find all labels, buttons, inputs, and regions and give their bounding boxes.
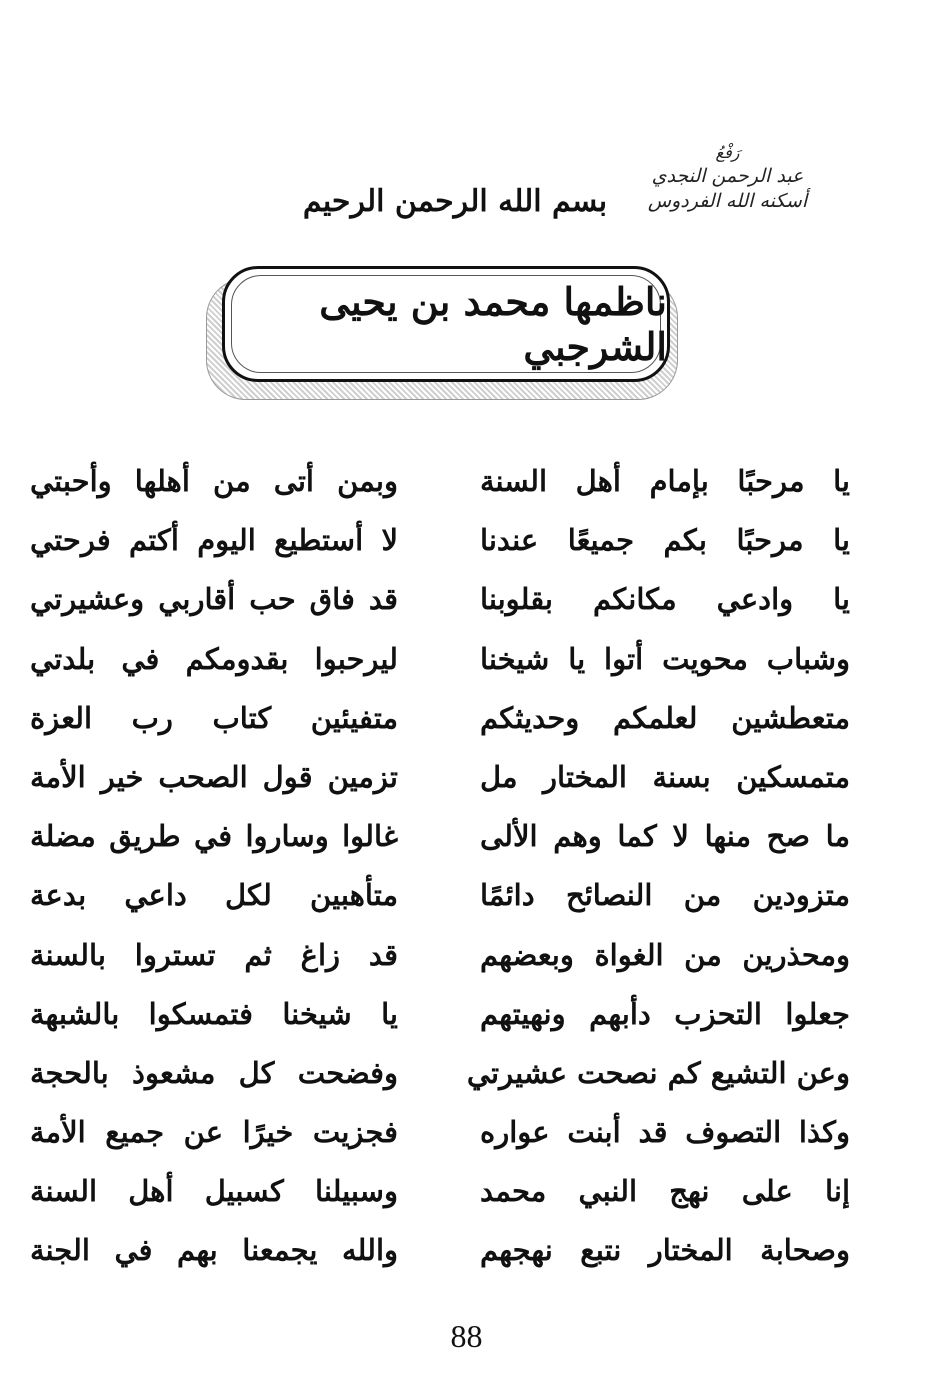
- library-stamp: [640, 142, 815, 215]
- verse-first-hemistich: متمسكين بسنة المختار مل: [480, 759, 850, 794]
- poem-verse: [30, 1221, 850, 1280]
- author-banner: [222, 266, 670, 382]
- verse-first-hemistich: يا مرحبًا بكم جميعًا عندنا: [480, 523, 850, 558]
- verse-second-hemistich: تزمين قول الصحب خير الأمة: [30, 759, 398, 794]
- verse-first-hemistich: يا وادعي مكانكم بقلوبنا: [480, 582, 850, 617]
- poem-verse: [30, 807, 850, 866]
- verse-first-hemistich: جعلوا التحزب دأبهم ونهيتهم: [480, 996, 850, 1031]
- verse-first-hemistich: ومحذرين من الغواة وبعضهم: [480, 937, 850, 972]
- verse-first-hemistich: متعطشين لعلمكم وحديثكم: [480, 700, 850, 735]
- verse-second-hemistich: والله يجمعنا بهم في الجنة: [30, 1233, 398, 1268]
- verse-second-hemistich: غالوا وساروا في طريق مضلة: [30, 819, 398, 854]
- verse-second-hemistich: لا أستطيع اليوم أكتم فرحتي: [30, 523, 398, 558]
- verse-first-hemistich: متزودين من النصائح دائمًا: [480, 878, 850, 913]
- basmala-heading: بسم الله الرحمن الرحيم: [302, 184, 608, 219]
- stamp-line-3: أسكنه الله الفردوس: [647, 190, 808, 213]
- poem-verse: [30, 689, 850, 748]
- verse-first-hemistich: وشباب محويت أتوا يا شيخنا: [480, 641, 850, 676]
- verse-first-hemistich: وصحابة المختار نتبع نهجهم: [480, 1233, 850, 1268]
- verse-second-hemistich: وسبيلنا كسبيل أهل السنة: [30, 1174, 398, 1209]
- stamp-line-2: عبد الرحمن النجدي: [651, 164, 804, 187]
- poem-verse: [30, 1103, 850, 1162]
- verse-second-hemistich: وبمن أتى من أهلها وأحبتي: [30, 464, 398, 498]
- poem-verse: [30, 570, 850, 629]
- author-title: ناظمها محمد بن يحيى الشرجبي: [319, 279, 667, 369]
- page-number: 88: [450, 1318, 483, 1354]
- poem-verse: [30, 1044, 850, 1103]
- poem-verse: [30, 748, 850, 807]
- poem-verse: [30, 452, 850, 511]
- verse-first-hemistich: وعن التشيع كم نصحت عشيرتي: [466, 1055, 850, 1090]
- verse-second-hemistich: متفيئين كتاب رب العزة: [30, 700, 398, 735]
- verse-second-hemistich: فجزيت خيرًا عن جميع الأمة: [30, 1115, 398, 1150]
- stamp-line-1: رَفْعُ: [715, 143, 740, 162]
- verse-second-hemistich: وفضحت كل مشعوذ بالحجة: [30, 1055, 398, 1090]
- poem-verse: [30, 985, 850, 1044]
- verse-second-hemistich: يا شيخنا فتمسكوا بالشبهة: [30, 996, 398, 1031]
- poem: [30, 452, 850, 1281]
- verse-second-hemistich: ليرحبوا بقدومكم في بلدتي: [30, 641, 398, 676]
- poem-verse: [30, 926, 850, 985]
- verse-first-hemistich: وكذا التصوف قد أبنت عواره: [480, 1115, 850, 1150]
- poem-verse: [30, 511, 850, 570]
- verse-second-hemistich: متأهبين لكل داعي بدعة: [30, 878, 398, 913]
- verse-second-hemistich: قد زاغ ثم تستروا بالسنة: [30, 937, 398, 972]
- verse-first-hemistich: إنا على نهج النبي محمد: [480, 1174, 850, 1209]
- verse-first-hemistich: ما صح منها لا كما وهم الألى: [480, 819, 850, 854]
- verse-second-hemistich: قد فاق حب أقاربي وعشيرتي: [30, 582, 398, 617]
- poem-verse: [30, 1162, 850, 1221]
- verse-first-hemistich: يا مرحبًا بإمام أهل السنة: [480, 464, 850, 498]
- poem-verse: [30, 866, 850, 925]
- poem-verse: [30, 630, 850, 689]
